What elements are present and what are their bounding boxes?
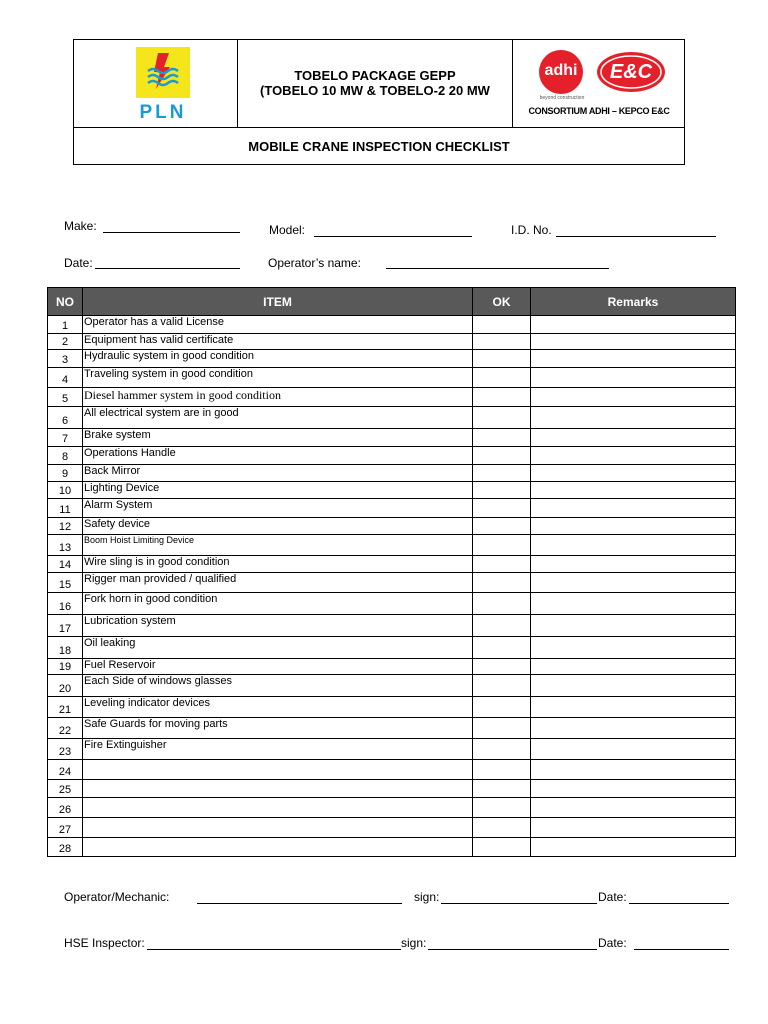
- ok-cell[interactable]: [473, 637, 531, 659]
- row-number: 25: [48, 780, 83, 798]
- ok-cell[interactable]: [473, 718, 531, 739]
- remarks-cell[interactable]: [531, 499, 736, 518]
- ok-cell[interactable]: [473, 518, 531, 535]
- remarks-cell[interactable]: [531, 518, 736, 535]
- table-header-row: [48, 288, 736, 316]
- document-header: [73, 39, 685, 165]
- table-row: [48, 429, 736, 447]
- row-item: Lubrication system: [83, 615, 473, 637]
- remarks-cell[interactable]: [531, 697, 736, 718]
- row-item: Fuel Reservoir: [83, 659, 473, 675]
- table-row: [48, 760, 736, 780]
- row-item: Back Mirror: [83, 465, 473, 482]
- ok-cell[interactable]: [473, 838, 531, 857]
- table-row: [48, 780, 736, 798]
- remarks-cell[interactable]: [531, 718, 736, 739]
- make-label: Make:: [64, 219, 97, 233]
- ok-cell[interactable]: [473, 818, 531, 838]
- table-row: [48, 739, 736, 760]
- row-item: [83, 818, 473, 838]
- table-row: [48, 447, 736, 465]
- remarks-cell[interactable]: [531, 368, 736, 388]
- row-number: 14: [48, 556, 83, 573]
- row-number: 23: [48, 739, 83, 760]
- row-item: Boom Hoist Limiting Device: [83, 535, 473, 556]
- row-item: Operations Handle: [83, 447, 473, 465]
- row-number: 19: [48, 659, 83, 675]
- row-number: 28: [48, 838, 83, 857]
- ok-cell[interactable]: [473, 482, 531, 499]
- remarks-cell[interactable]: [531, 316, 736, 334]
- row-item: Diesel hammer system in good condition: [83, 388, 473, 407]
- row-number: 16: [48, 593, 83, 615]
- table-row: [48, 350, 736, 368]
- row-item: Leveling indicator devices: [83, 697, 473, 718]
- hse-date-field[interactable]: [634, 949, 729, 950]
- table-row: [48, 573, 736, 593]
- id-no-field[interactable]: [556, 236, 716, 237]
- ok-cell[interactable]: [473, 573, 531, 593]
- table-row: [48, 798, 736, 818]
- table-row: [48, 838, 736, 857]
- table-row: [48, 482, 736, 499]
- row-item: [83, 838, 473, 857]
- remarks-cell[interactable]: [531, 334, 736, 350]
- make-field[interactable]: [103, 232, 240, 233]
- operator-sign-label: sign:: [414, 890, 440, 904]
- table-row: [48, 368, 736, 388]
- ok-cell[interactable]: [473, 429, 531, 447]
- row-item: Brake system: [83, 429, 473, 447]
- remarks-cell[interactable]: [531, 739, 736, 760]
- table-row: [48, 697, 736, 718]
- date-field[interactable]: [95, 268, 240, 269]
- remarks-cell[interactable]: [531, 482, 736, 499]
- row-number: 7: [48, 429, 83, 447]
- pln-logo-icon: [136, 47, 190, 98]
- table-row: [48, 637, 736, 659]
- title-line-1: TOBELO PACKAGE GEPP: [294, 68, 456, 83]
- model-label: Model:: [269, 223, 306, 237]
- ok-cell[interactable]: [473, 499, 531, 518]
- remarks-cell[interactable]: [531, 465, 736, 482]
- remarks-cell[interactable]: [531, 535, 736, 556]
- row-number: 8: [48, 447, 83, 465]
- row-item: Traveling system in good condition: [83, 368, 473, 388]
- table-row: [48, 659, 736, 675]
- row-item: Lighting Device: [83, 482, 473, 499]
- ok-cell[interactable]: [473, 739, 531, 760]
- row-item: Fire Extinguisher: [83, 739, 473, 760]
- row-item: Wire sling is in good condition: [83, 556, 473, 573]
- table-row: [48, 499, 736, 518]
- ok-cell[interactable]: [473, 447, 531, 465]
- ok-cell[interactable]: [473, 780, 531, 798]
- ok-cell[interactable]: [473, 675, 531, 697]
- table-row: [48, 407, 736, 429]
- row-number: 27: [48, 818, 83, 838]
- title-line-2: (TOBELO 10 MW & TOBELO-2 20 MW: [260, 83, 490, 98]
- operator-name-label: Operator’s name:: [268, 256, 361, 270]
- remarks-cell[interactable]: [531, 637, 736, 659]
- hse-inspector-label: HSE Inspector:: [64, 936, 145, 950]
- remarks-cell[interactable]: [531, 675, 736, 697]
- operator-mechanic-field[interactable]: [197, 903, 402, 904]
- remarks-cell[interactable]: [531, 780, 736, 798]
- operator-mechanic-label: Operator/Mechanic:: [64, 890, 170, 904]
- remarks-cell[interactable]: [531, 593, 736, 615]
- adhi-logo: adhi: [539, 50, 583, 94]
- consortium-label: CONSORTIUM ADHI – KEPCO E&C: [528, 106, 670, 116]
- row-item: Safety device: [83, 518, 473, 535]
- table-row: [48, 593, 736, 615]
- table-row: [48, 316, 736, 334]
- table-row: [48, 718, 736, 739]
- row-number: 24: [48, 760, 83, 780]
- id-no-label: I.D. No.: [511, 223, 552, 237]
- date-label: Date:: [64, 256, 93, 270]
- ok-cell[interactable]: [473, 697, 531, 718]
- row-number: 3: [48, 350, 83, 368]
- operator-date-field[interactable]: [629, 903, 729, 904]
- col-no-header: NO: [48, 288, 83, 316]
- hse-date-label: Date:: [598, 936, 627, 950]
- ok-cell[interactable]: [473, 368, 531, 388]
- remarks-cell[interactable]: [531, 573, 736, 593]
- ok-cell[interactable]: [473, 615, 531, 637]
- row-number: 11: [48, 499, 83, 518]
- remarks-cell[interactable]: [531, 659, 736, 675]
- document-title: [239, 68, 511, 98]
- row-item: Alarm System: [83, 499, 473, 518]
- row-item: [83, 798, 473, 818]
- remarks-cell[interactable]: [531, 838, 736, 857]
- row-item: [83, 760, 473, 780]
- row-number: 18: [48, 637, 83, 659]
- remarks-cell[interactable]: [531, 388, 736, 407]
- table-row: [48, 388, 736, 407]
- row-number: 12: [48, 518, 83, 535]
- header-divider: [74, 127, 684, 128]
- table-row: [48, 615, 736, 637]
- model-field[interactable]: [314, 236, 472, 237]
- row-item: Operator has a valid License: [83, 316, 473, 334]
- row-item: Fork horn in good condition: [83, 593, 473, 615]
- checklist-title: MOBILE CRANE INSPECTION CHECKLIST: [248, 139, 510, 154]
- remarks-cell[interactable]: [531, 556, 736, 573]
- ok-cell[interactable]: [473, 316, 531, 334]
- hse-sign-label: sign:: [401, 936, 427, 950]
- row-number: 10: [48, 482, 83, 499]
- header-divider: [237, 40, 238, 127]
- table-row: [48, 518, 736, 535]
- row-item: [83, 780, 473, 798]
- ok-cell[interactable]: [473, 556, 531, 573]
- ok-cell[interactable]: [473, 760, 531, 780]
- ok-cell[interactable]: [473, 659, 531, 675]
- remarks-cell[interactable]: [531, 798, 736, 818]
- row-number: 4: [48, 368, 83, 388]
- row-number: 22: [48, 718, 83, 739]
- remarks-cell[interactable]: [531, 615, 736, 637]
- row-item: Safe Guards for moving parts: [83, 718, 473, 739]
- header-divider: [512, 40, 513, 127]
- ok-cell[interactable]: [473, 465, 531, 482]
- row-number: 26: [48, 798, 83, 818]
- row-number: 1: [48, 316, 83, 334]
- row-number: 6: [48, 407, 83, 429]
- remarks-cell[interactable]: [531, 818, 736, 838]
- operator-name-field[interactable]: [386, 268, 609, 269]
- ok-cell[interactable]: [473, 388, 531, 407]
- remarks-cell[interactable]: [531, 447, 736, 465]
- row-number: 5: [48, 388, 83, 407]
- ok-cell[interactable]: [473, 535, 531, 556]
- row-number: 9: [48, 465, 83, 482]
- remarks-cell[interactable]: [531, 350, 736, 368]
- adhi-tagline: beyond construction: [539, 95, 585, 101]
- hse-sign-field[interactable]: [428, 949, 597, 950]
- row-item: All electrical system are in good: [83, 407, 473, 429]
- ok-cell[interactable]: [473, 798, 531, 818]
- operator-sign-field[interactable]: [441, 903, 597, 904]
- col-item-header: ITEM: [83, 288, 473, 316]
- remarks-cell[interactable]: [531, 760, 736, 780]
- row-item: Hydraulic system in good condition: [83, 350, 473, 368]
- ok-cell[interactable]: [473, 407, 531, 429]
- row-item: Equipment has valid certificate: [83, 334, 473, 350]
- row-item: Oil leaking: [83, 637, 473, 659]
- row-number: 21: [48, 697, 83, 718]
- pln-logo-text: PLN: [139, 102, 187, 123]
- row-number: 17: [48, 615, 83, 637]
- remarks-cell[interactable]: [531, 429, 736, 447]
- kepco-logo-text: E&C: [609, 61, 653, 83]
- table-row: [48, 818, 736, 838]
- hse-inspector-field[interactable]: [147, 949, 401, 950]
- ok-cell[interactable]: [473, 334, 531, 350]
- col-remarks-header: Remarks: [531, 288, 736, 316]
- row-number: 15: [48, 573, 83, 593]
- row-item: Rigger man provided / qualified: [83, 573, 473, 593]
- table-row: [48, 465, 736, 482]
- table-row: [48, 334, 736, 350]
- remarks-cell[interactable]: [531, 407, 736, 429]
- checklist-table: [47, 287, 736, 857]
- table-row: [48, 556, 736, 573]
- row-item: Each Side of windows glasses: [83, 675, 473, 697]
- ok-cell[interactable]: [473, 350, 531, 368]
- operator-date-label: Date:: [598, 890, 627, 904]
- col-ok-header: OK: [473, 288, 531, 316]
- table-row: [48, 675, 736, 697]
- ok-cell[interactable]: [473, 593, 531, 615]
- row-number: 13: [48, 535, 83, 556]
- row-number: 20: [48, 675, 83, 697]
- table-row: [48, 535, 736, 556]
- row-number: 2: [48, 334, 83, 350]
